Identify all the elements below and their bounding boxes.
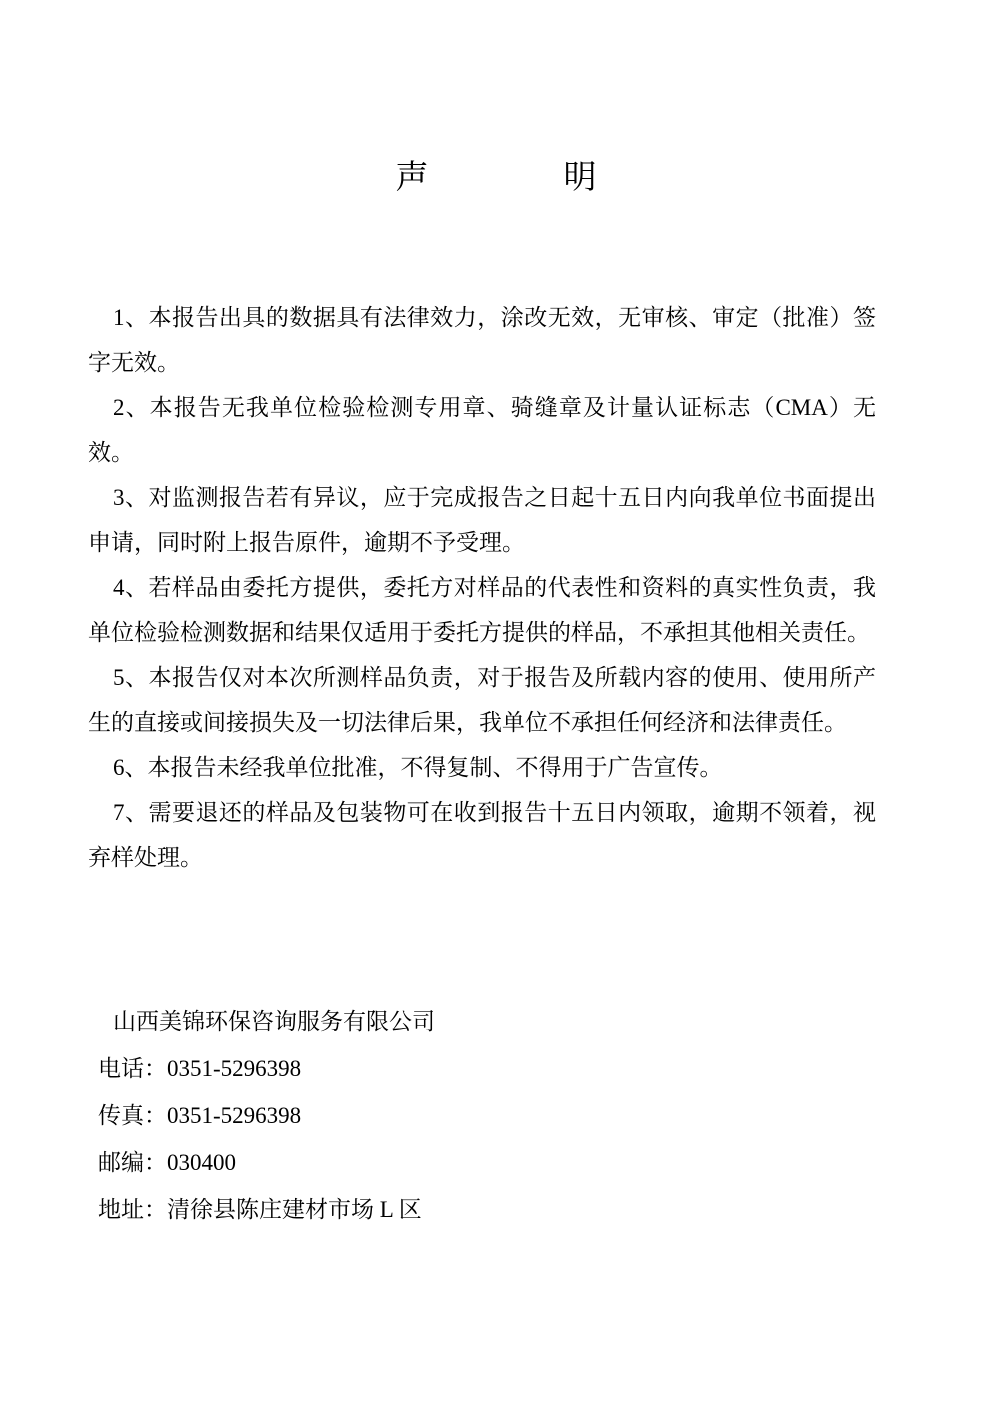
company-name: 山西美锦环保咨询服务有限公司 bbox=[113, 1009, 435, 1034]
page-title bbox=[0, 0, 992, 198]
statement-4: 4、若样品由委托方提供，委托方对样品的代表性和资料的真实性负责，我单位检验检测数据和结果仅适用于委托方提供的样品，不承担其他相关责任。 bbox=[88, 575, 876, 645]
statement-1: 1、本报告出具的数据具有法律效力，涂改无效，无审核、审定（批准）签字无效。 bbox=[88, 305, 876, 375]
address-line bbox=[98, 1186, 992, 1233]
statement-6: 6、本报告未经我单位批准，不得复制、不得用于广告宣传。 bbox=[113, 755, 723, 780]
phone-line bbox=[98, 1045, 992, 1092]
postcode-value: 030400 bbox=[167, 1150, 236, 1175]
fax-label: 传真： bbox=[98, 1103, 167, 1128]
address-label: 地址： bbox=[98, 1197, 167, 1222]
address-value: 清徐县陈庄建材市场 L 区 bbox=[167, 1197, 422, 1222]
fax-line bbox=[98, 1092, 992, 1139]
company-info-section bbox=[0, 998, 992, 1233]
title-char-right: 明 bbox=[563, 160, 597, 196]
statement-5: 5、本报告仅对本次所测样品负责，对于报告及所载内容的使用、使用所产生的直接或间接损失及一切法律后果，我单位不承担任何经济和法律责任。 bbox=[88, 665, 876, 735]
phone-value: 0351-5296398 bbox=[167, 1056, 302, 1081]
statements-section bbox=[0, 295, 992, 880]
postcode-label: 邮编： bbox=[98, 1150, 167, 1175]
statement-7: 7、需要退还的样品及包装物可在收到报告十五日内领取，逾期不领着，视弃样处理。 bbox=[88, 800, 876, 870]
fax-value: 0351-5296398 bbox=[167, 1103, 302, 1128]
title-char-left: 声 bbox=[395, 160, 429, 196]
phone-label: 电话： bbox=[98, 1056, 167, 1081]
postcode-line bbox=[98, 1139, 992, 1186]
statement-2: 2、本报告无我单位检验检测专用章、骑缝章及计量认证标志（CMA）无效。 bbox=[88, 395, 876, 465]
statement-3: 3、对监测报告若有异议，应于完成报告之日起十五日内向我单位书面提出申请，同时附上报告原件，逾期不予受理。 bbox=[88, 485, 876, 555]
